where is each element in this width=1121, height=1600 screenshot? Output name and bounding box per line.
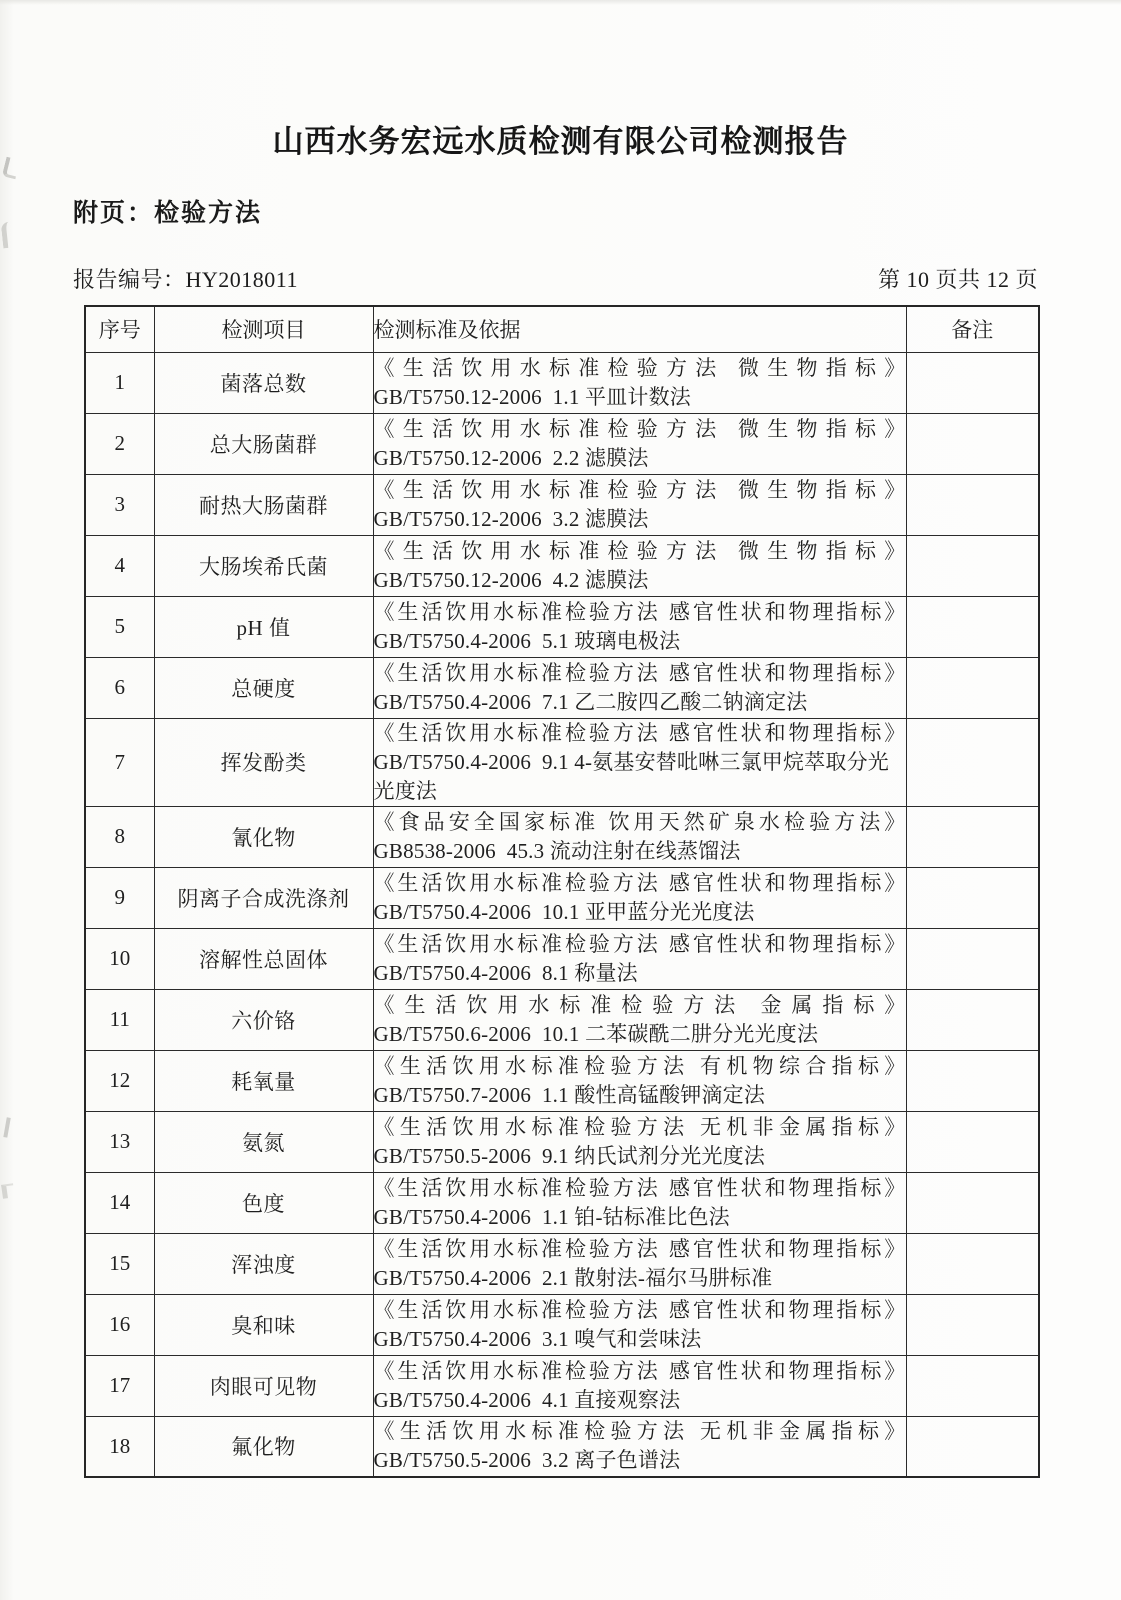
row-index-cell: 8 (85, 806, 154, 867)
row-index-cell: 13 (85, 1111, 154, 1172)
standard-method-text: GB/T5750.4-2006 9.1 4-氨基安替吡啉三氯甲烷萃取分光光度法 (373, 749, 889, 803)
standard-title-text: 《生活饮用水标准检验方法 感官性状和物理指标》 (373, 720, 906, 745)
standard-method-text: GB/T5750.7-2006 1.1 酸性高锰酸钾滴定法 (373, 1082, 766, 1107)
standard-title-text: 《生活饮用水标准检验方法 感官性状和物理指标》 (373, 1358, 906, 1383)
row-index-cell: 10 (85, 928, 154, 989)
standard-method-text: GB/T5750.12-2006 2.2 滤膜法 (373, 445, 649, 470)
remark-cell (906, 1111, 1039, 1172)
standard-title-text: 《生活饮用水标准检验方法 感官性状和物理指标》 (373, 870, 906, 895)
attachment-subtitle: 附页：检验方法 (73, 199, 263, 227)
item-cell: 耗氧量 (154, 1050, 373, 1111)
table-row (85, 1233, 1039, 1294)
standard-cell (373, 867, 906, 928)
item-cell: 臭和味 (154, 1294, 373, 1355)
table-row (85, 657, 1039, 718)
row-index-cell: 7 (85, 718, 154, 806)
table-row (85, 928, 1039, 989)
standard-title-text: 《生活饮用水标准检验方法 金属指标》 (373, 992, 906, 1017)
item-cell: 氰化物 (154, 806, 373, 867)
table-row (85, 413, 1039, 474)
item-cell: 浑浊度 (154, 1233, 373, 1294)
table-row (85, 718, 1039, 806)
table-header (85, 306, 1039, 352)
report-meta-row (73, 263, 1038, 294)
standard-title-text: 《生活饮用水标准检验方法 感官性状和物理指标》 (373, 1175, 906, 1200)
standard-cell (373, 1172, 906, 1233)
page-title: 山西水务宏远水质检测有限公司检测报告 (272, 124, 849, 159)
table-row (85, 1355, 1039, 1416)
remark-cell (906, 657, 1039, 718)
table-row (85, 352, 1039, 413)
standard-method-text: GB/T5750.4-2006 3.1 嗅气和尝味法 (373, 1326, 702, 1351)
remark-cell (906, 535, 1039, 596)
remark-cell (906, 1416, 1039, 1477)
standard-cell (373, 806, 906, 867)
standard-cell (373, 1233, 906, 1294)
standard-title-text: 《生活饮用水标准检验方法 无机非金属指标》 (373, 1114, 906, 1139)
table-row (85, 1416, 1039, 1477)
standard-title-text: 《生活饮用水标准检验方法 微生物指标》 (373, 538, 906, 563)
report-number-label: 报告编号： (73, 267, 186, 292)
standard-cell (373, 1355, 906, 1416)
standard-method-text: GB/T5750.4-2006 4.1 直接观察法 (373, 1387, 681, 1412)
remark-cell (906, 1172, 1039, 1233)
table-body (85, 352, 1039, 1477)
standard-cell (373, 535, 906, 596)
standard-cell (373, 718, 906, 806)
remark-cell (906, 1294, 1039, 1355)
standard-cell (373, 1416, 906, 1477)
remark-cell (906, 596, 1039, 657)
table-row (85, 989, 1039, 1050)
standard-title-text: 《食品安全国家标准 饮用天然矿泉水检验方法》 (373, 809, 906, 834)
item-cell: 挥发酚类 (154, 718, 373, 806)
table-row (85, 596, 1039, 657)
row-index-cell: 6 (85, 657, 154, 718)
item-cell: 色度 (154, 1172, 373, 1233)
standard-title-text: 《生活饮用水标准检验方法 感官性状和物理指标》 (373, 1297, 906, 1322)
table-row (85, 1172, 1039, 1233)
standard-cell (373, 596, 906, 657)
remark-cell (906, 806, 1039, 867)
item-cell: 溶解性总固体 (154, 928, 373, 989)
item-cell: 六价铬 (154, 989, 373, 1050)
standard-method-text: GB/T5750.4-2006 1.1 铂-钴标准比色法 (373, 1204, 730, 1229)
col-header-standard: 检测标准及依据 (373, 306, 906, 352)
remark-cell (906, 1355, 1039, 1416)
remark-cell (906, 1050, 1039, 1111)
standard-cell (373, 928, 906, 989)
remark-cell (906, 1233, 1039, 1294)
standard-cell (373, 1050, 906, 1111)
standard-cell (373, 474, 906, 535)
standard-title-text: 《生活饮用水标准检验方法 有机物综合指标》 (373, 1053, 906, 1078)
row-index-cell: 3 (85, 474, 154, 535)
row-index-cell: 11 (85, 989, 154, 1050)
standard-title-text: 《生活饮用水标准检验方法 感官性状和物理指标》 (373, 1236, 906, 1261)
standard-cell (373, 989, 906, 1050)
table-header-row (85, 306, 1039, 352)
remark-cell (906, 718, 1039, 806)
row-index-cell: 9 (85, 867, 154, 928)
standard-method-text: GB/T5750.4-2006 2.1 散射法-福尔马肼标准 (373, 1265, 773, 1290)
table-row (85, 867, 1039, 928)
standard-title-text: 《生活饮用水标准检验方法 微生物指标》 (373, 355, 906, 380)
item-cell: 耐热大肠菌群 (154, 474, 373, 535)
row-index-cell: 17 (85, 1355, 154, 1416)
col-header-no: 序号 (85, 306, 154, 352)
test-methods-table (84, 305, 1040, 1478)
row-index-cell: 1 (85, 352, 154, 413)
item-cell: 氨氮 (154, 1111, 373, 1172)
standard-cell (373, 657, 906, 718)
standard-method-text: GB/T5750.4-2006 10.1 亚甲蓝分光光度法 (373, 899, 755, 924)
standard-method-text: GB/T5750.4-2006 5.1 玻璃电极法 (373, 628, 681, 653)
remark-cell (906, 928, 1039, 989)
col-header-remark: 备注 (906, 306, 1039, 352)
standard-method-text: GB/T5750.5-2006 9.1 纳氏试剂分光光度法 (373, 1143, 766, 1168)
standard-method-text: GB8538-2006 45.3 流动注射在线蒸馏法 (373, 838, 741, 863)
standard-title-text: 《生活饮用水标准检验方法 感官性状和物理指标》 (373, 660, 906, 685)
row-index-cell: 14 (85, 1172, 154, 1233)
row-index-cell: 4 (85, 535, 154, 596)
scan-artifact (1, 222, 14, 249)
standard-method-text: GB/T5750.5-2006 3.2 离子色谱法 (373, 1448, 681, 1473)
standard-method-text: GB/T5750.12-2006 3.2 滤膜法 (373, 506, 649, 531)
standard-cell (373, 1111, 906, 1172)
item-cell: 肉眼可见物 (154, 1355, 373, 1416)
standard-method-text: GB/T5750.4-2006 8.1 称量法 (373, 960, 638, 985)
item-cell: 阴离子合成洗涤剂 (154, 867, 373, 928)
item-cell: 总大肠菌群 (154, 413, 373, 474)
page-indicator: 第 10 页共 12 页 (877, 267, 1038, 292)
item-cell: 氟化物 (154, 1416, 373, 1477)
standard-method-text: GB/T5750.12-2006 1.1 平皿计数法 (373, 384, 691, 409)
report-number-value: HY2018011 (185, 267, 298, 292)
table-row (85, 1111, 1039, 1172)
item-cell: pH 值 (154, 596, 373, 657)
standard-method-text: GB/T5750.4-2006 7.1 乙二胺四乙酸二钠滴定法 (373, 689, 808, 714)
row-index-cell: 15 (85, 1233, 154, 1294)
remark-cell (906, 989, 1039, 1050)
remark-cell (906, 867, 1039, 928)
remark-cell (906, 352, 1039, 413)
remark-cell (906, 474, 1039, 535)
table-row (85, 806, 1039, 867)
table-row (85, 535, 1039, 596)
standard-method-text: GB/T5750.12-2006 4.2 滤膜法 (373, 567, 649, 592)
table-row (85, 474, 1039, 535)
table-row (85, 1050, 1039, 1111)
col-header-item: 检测项目 (154, 306, 373, 352)
standard-title-text: 《生活饮用水标准检验方法 感官性状和物理指标》 (373, 931, 906, 956)
scan-artifact (1, 1183, 15, 1199)
standard-cell (373, 352, 906, 413)
row-index-cell: 12 (85, 1050, 154, 1111)
item-cell: 菌落总数 (154, 352, 373, 413)
report-number (73, 263, 298, 294)
row-index-cell: 2 (85, 413, 154, 474)
row-index-cell: 5 (85, 596, 154, 657)
row-index-cell: 18 (85, 1416, 154, 1477)
table-row (85, 1294, 1039, 1355)
item-cell: 大肠埃希氏菌 (154, 535, 373, 596)
standard-method-text: GB/T5750.6-2006 10.1 二苯碳酰二肼分光光度法 (373, 1021, 819, 1046)
standard-cell (373, 413, 906, 474)
standard-title-text: 《生活饮用水标准检验方法 微生物指标》 (373, 416, 906, 441)
standard-title-text: 《生活饮用水标准检验方法 微生物指标》 (373, 477, 906, 502)
standard-title-text: 《生活饮用水标准检验方法 无机非金属指标》 (373, 1419, 906, 1444)
remark-cell (906, 413, 1039, 474)
standard-title-text: 《生活饮用水标准检验方法 感官性状和物理指标》 (373, 599, 906, 624)
item-cell: 总硬度 (154, 657, 373, 718)
scan-artifact (3, 1117, 16, 1138)
row-index-cell: 16 (85, 1294, 154, 1355)
standard-cell (373, 1294, 906, 1355)
